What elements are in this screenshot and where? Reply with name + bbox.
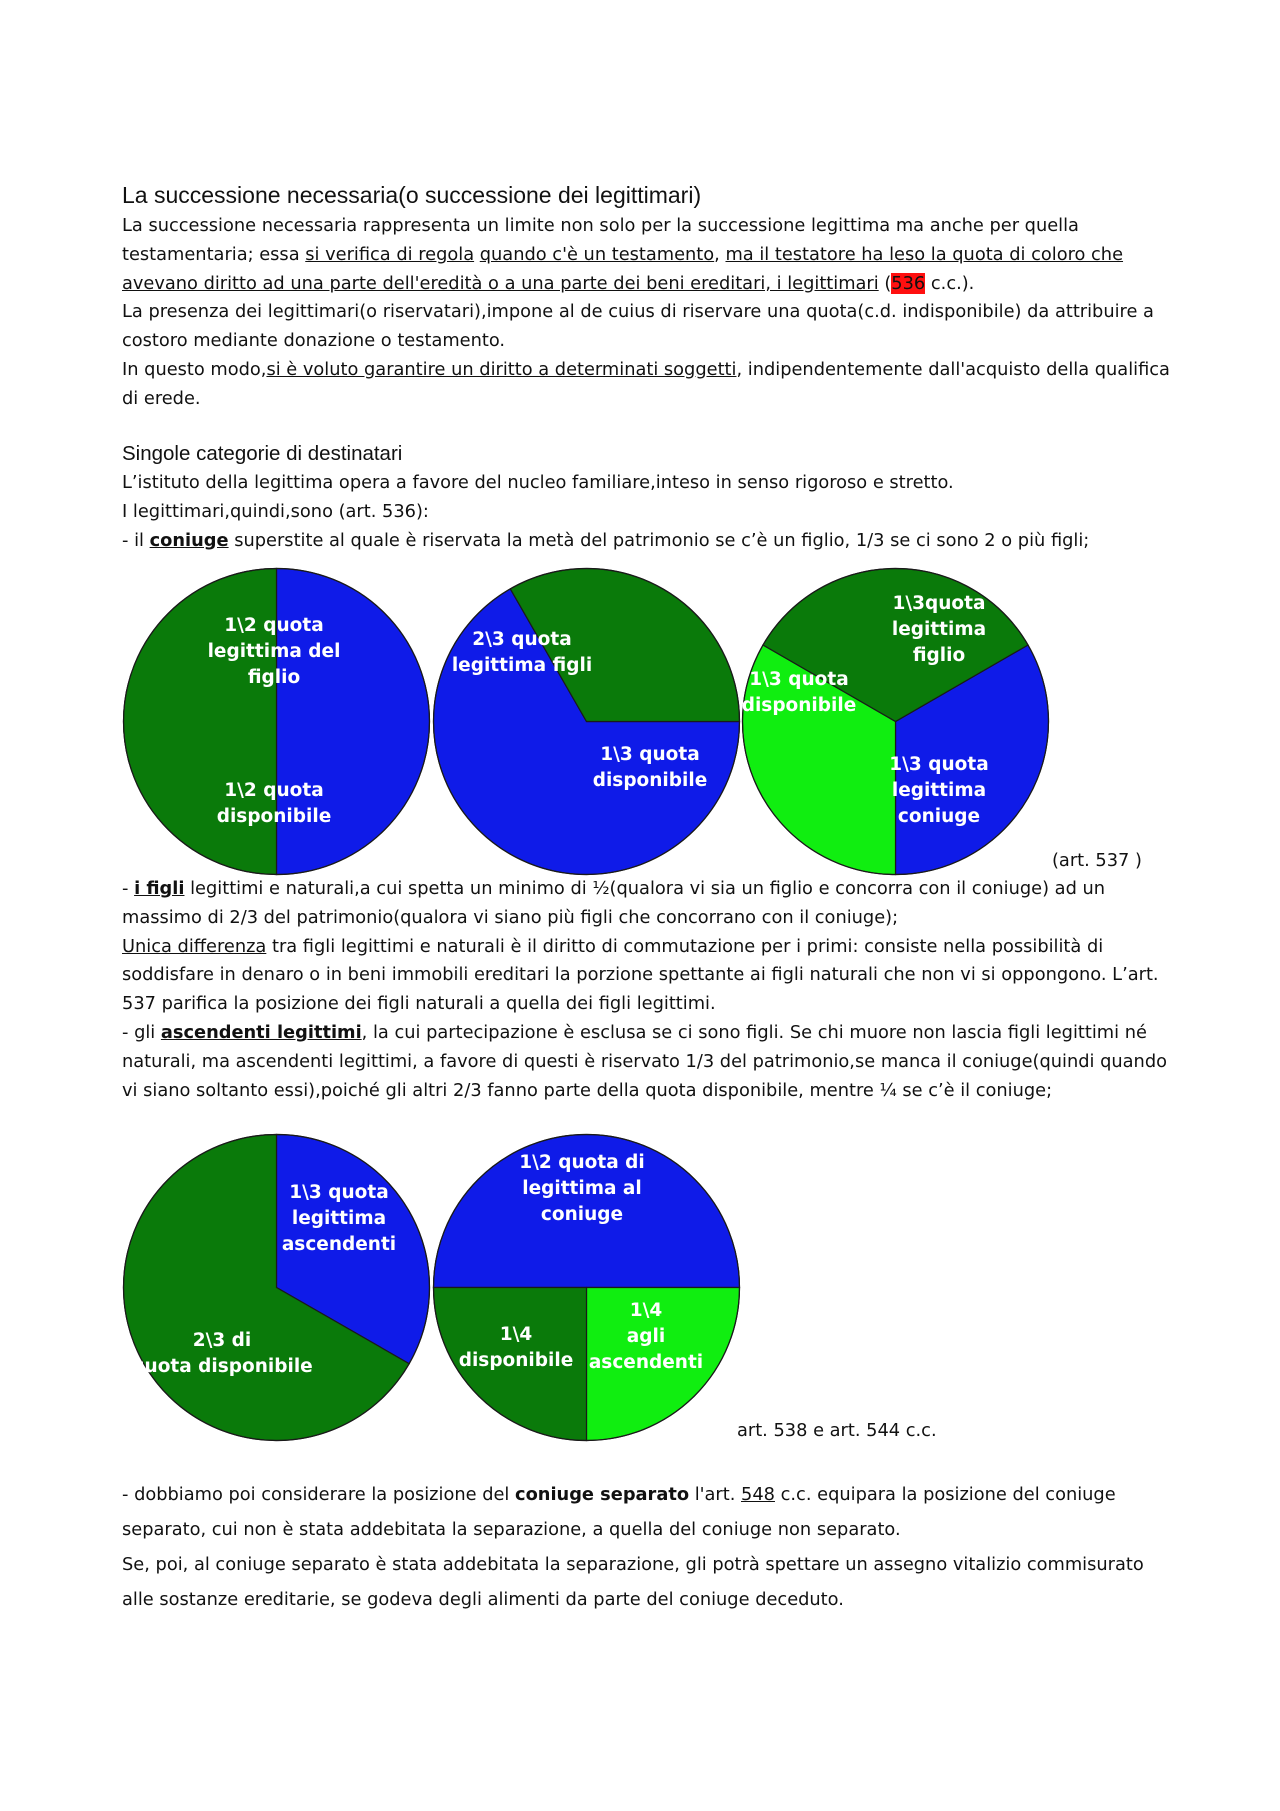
pie-chart-one-child xyxy=(122,567,431,876)
slice-label: 1\2 quota disponibile xyxy=(216,780,332,827)
paragraph xyxy=(122,469,1172,498)
emphasized-text: 548 xyxy=(741,1484,775,1505)
paragraph xyxy=(122,1547,1172,1617)
heirs-list-children-ascendants xyxy=(122,875,1172,1105)
pie-chart-more-children xyxy=(432,567,741,876)
text-run: - gli xyxy=(122,1021,161,1043)
text-run: In questo modo, xyxy=(122,358,267,380)
emphasized-text: ma il testatore ha leso la quota di coloro che avevano diritto ad una parte dell'eredità o a una parte dei beni ereditari, i legittimari xyxy=(122,243,1124,294)
emphasized-text: si verifica di regola xyxy=(305,243,475,265)
emphasized-text: si è voluto garantire un diritto a determinati soggetti xyxy=(266,358,737,380)
heirs-list-intro xyxy=(122,469,1172,555)
slice-label: 1\3 quota legittima ascendenti xyxy=(281,1182,397,1255)
paragraph xyxy=(122,212,1172,298)
emphasized-text: Unica differenza xyxy=(122,935,267,957)
text-run: tra figli legittimi e naturali è il diritto di commutazione per i primi: consiste nella possibilità di soddisfare in denaro o in beni immobili ereditari la porzione spettante ai figli naturali che non vi si oppongono. L’art. 537 parifica la posizione dei figli naturali a quella dei figli legittimi. xyxy=(122,935,1159,1015)
text-run: c.c.). xyxy=(925,272,975,294)
emphasized-text: i figli xyxy=(134,878,185,899)
paragraph xyxy=(122,298,1172,356)
caption-art-537: (art. 537 ) xyxy=(1052,850,1142,871)
page-title: La successione necessaria(o successione dei legittimari) xyxy=(122,182,702,208)
paragraph xyxy=(122,933,1172,1019)
text-run: c.c. equipara la posizione del coniuge separato, cui non è stata addebitata la separazione, a quella del coniuge non separato. xyxy=(122,1484,1116,1540)
slice-label: 2\3 di quota disponibile xyxy=(131,1330,313,1377)
section-heading: Singole categorie di destinatari xyxy=(122,442,403,465)
text-run: , la cui partecipazione è esclusa se ci sono figli. Se chi muore non lascia figli legittimi né naturali, ma ascendenti legittimi, a favore di questi è riservato 1/3 del patrimonio,se manca il coniuge(quindi quando vi siano soltanto essi),poiché gli altri 2/3 fanno parte della quota disponibile, mentre ¼ se c’è il coniuge; xyxy=(122,1021,1167,1101)
text-run: - dobbiamo poi considerare la posizione del xyxy=(122,1484,516,1505)
text-run: La presenza dei legittimari(o riservatari),impone al de cuius di riservare una quota(c.d. indisponibile) da attribuire a costoro mediante donazione o testamento. xyxy=(122,301,1154,352)
text-run: legittimi e naturali,a cui spetta un minimo di ½(qualora vi sia un figlio e concorra con il coniuge) ad un massimo di 2/3 del patrimonio(qualora vi siano più figli che concorrano con il coniuge); xyxy=(122,878,1106,928)
slice-label: 2\3 quota legittima figli xyxy=(451,629,593,676)
emphasized-text: coniuge separato xyxy=(515,1484,690,1505)
text-run: - xyxy=(122,878,135,899)
text-run: , indipendentemente dall'acquisto della qualifica di erede. xyxy=(122,358,1170,409)
text-run: superstite al quale è riservata la metà del patrimonio se c’è un figlio, 1/3 se ci sono 2 o più figli; xyxy=(228,529,1090,551)
slice-label: 1\2 quota legittima del figlio xyxy=(207,615,341,688)
text-run: l'art. xyxy=(689,1484,742,1505)
paragraph xyxy=(122,875,1172,933)
paragraph xyxy=(122,356,1172,414)
paragraph xyxy=(122,1019,1172,1105)
caption-art-538-544: art. 538 e art. 544 c.c. xyxy=(737,1420,937,1441)
text-run: I legittimari,quindi,sono (art. 536): xyxy=(122,500,429,522)
text-run: L’istituto della legittima opera a favore del nucleo familiare,inteso in senso rigoroso e stretto. xyxy=(122,472,954,493)
paragraph xyxy=(122,527,1172,556)
text-run: - il xyxy=(122,529,150,551)
slice-label: 1\2 quota di legittima al coniuge xyxy=(519,1152,645,1225)
text-run: ( xyxy=(878,272,892,294)
text-run: La successione necessaria rappresenta un limite non solo per la successione legittima ma anche per quella testamentaria; essa xyxy=(122,215,1079,265)
intro-paragraphs xyxy=(122,212,1172,414)
emphasized-text: 536 xyxy=(891,272,926,294)
emphasized-text: coniuge xyxy=(149,529,229,551)
slice-label: 1\3 quota disponibile xyxy=(741,669,857,716)
pie-chart-ascendants xyxy=(122,1133,431,1442)
slice-label: 1\3 quota legittima coniuge xyxy=(889,754,989,827)
slice-label: 1\4 disponibile xyxy=(458,1324,574,1371)
text-run: , xyxy=(714,243,726,265)
emphasized-text: ascendenti legittimi xyxy=(160,1021,362,1043)
paragraph xyxy=(122,1477,1172,1547)
emphasized-text: quando c'è un testamento xyxy=(479,243,715,265)
slice-label: 1\3quota legittima figlio xyxy=(891,593,987,666)
pie-chart-spouse-child xyxy=(741,567,1050,876)
paragraph xyxy=(122,498,1172,527)
slice-label: 1\4 agli ascendenti xyxy=(588,1300,704,1373)
slice-label: 1\3 quota disponibile xyxy=(592,744,708,791)
separated-spouse-paragraphs xyxy=(122,1477,1172,1617)
text-run: Se, poi, al coniuge separato è stata addebitata la separazione, gli potrà spettare un assegno vitalizio commisurato alle sostanze ereditarie, se godeva degli alimenti da parte del coniuge deceduto. xyxy=(122,1554,1144,1610)
pie-chart-spouse-ascendants xyxy=(432,1133,741,1442)
